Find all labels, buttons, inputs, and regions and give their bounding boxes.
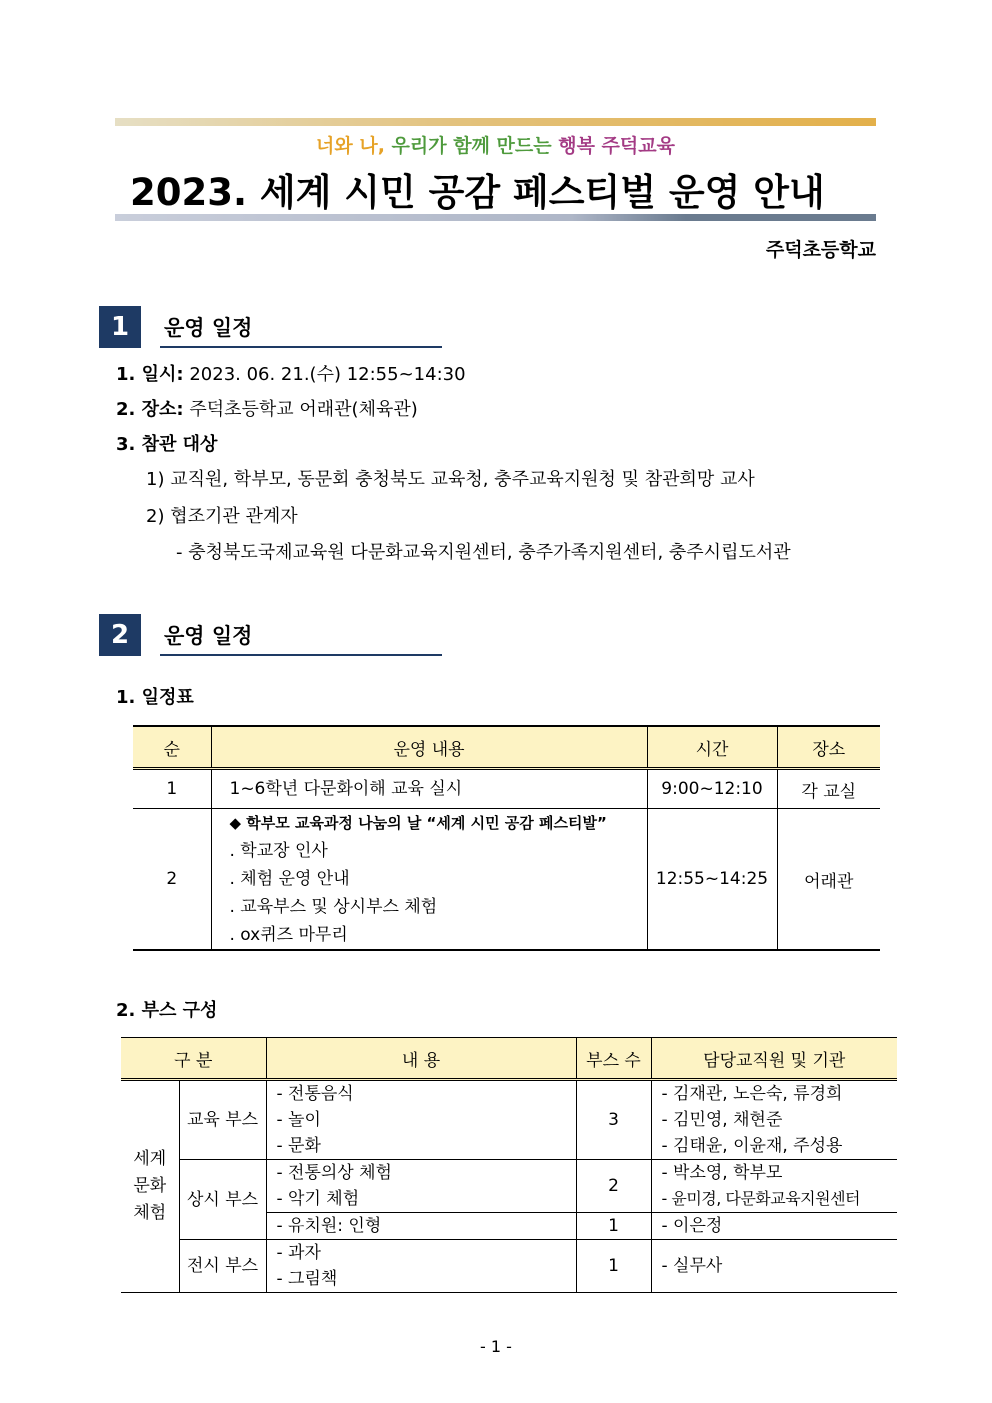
item-audience-label: 3. 참관 대상 xyxy=(116,434,218,455)
row2-line-4: . ox퀴즈 마무리 xyxy=(229,925,348,945)
audience-sub-1: 1) 교직원, 학부모, 동문회 충청북도 교육청, 충주교육지원청 및 참관희망 교사 xyxy=(146,469,755,490)
edu-booth-staff xyxy=(651,1080,897,1160)
item-place-label: 2. 장소: xyxy=(116,399,184,420)
school-name: 주덕초등학교 xyxy=(765,239,876,261)
section-2-title: 운영 일정 xyxy=(160,620,442,656)
section-1-number: 1 xyxy=(99,306,141,348)
row2-time: 12:55~14:25 xyxy=(647,809,777,951)
row2-line-3: . 교육부스 및 상시부스 체험 xyxy=(229,897,438,917)
edu-booth-count: 3 xyxy=(576,1080,651,1160)
booth-col-staff: 담당교직원 및 기관 xyxy=(651,1038,897,1080)
col-header-no: 순 xyxy=(133,726,211,769)
list-item: - 김태윤, 이윤재, 주성용 xyxy=(661,1136,843,1156)
list-item: - 악기 체험 xyxy=(276,1189,360,1209)
row2-content xyxy=(211,809,647,951)
audience-sub-2: 2) 협조기관 관계자 xyxy=(146,506,298,527)
kinder-booth-staff: - 이은정 xyxy=(651,1213,897,1240)
kinder-booth-count: 1 xyxy=(576,1213,651,1240)
audience-sub-2-detail: - 충청북도국제교육원 다문화교육지원센터, 충주가족지원센터, 충주시립도서관 xyxy=(176,542,791,563)
list-item: - 전통음식 xyxy=(276,1084,354,1104)
table-row xyxy=(121,1080,897,1160)
slogan xyxy=(115,131,876,158)
section-1-title: 운영 일정 xyxy=(160,312,442,348)
row2-place: 어래관 xyxy=(777,809,880,951)
list-item: - 전통의상 체험 xyxy=(276,1163,392,1183)
slogan-part-2: 우리가 함께 만드는 xyxy=(391,135,559,157)
row2-line-0: ◆ 학부모 교육과정 나눔의 날 “세계 시민 공감 페스티발” xyxy=(229,814,607,832)
item-place xyxy=(116,395,418,421)
perm-booth-count: 2 xyxy=(576,1160,651,1213)
table-row xyxy=(133,809,880,951)
booth-col-count: 부스 수 xyxy=(576,1038,651,1080)
exhibit-booth-items xyxy=(266,1240,576,1293)
exhibit-booth-name: 전시 부스 xyxy=(179,1240,266,1293)
slogan-part-1: 너와 나, xyxy=(316,135,392,157)
list-item: - 그림책 xyxy=(276,1269,338,1289)
row1-place: 각 교실 xyxy=(777,769,880,809)
list-item: - 문화 xyxy=(276,1136,321,1156)
booth-label: 2. 부스 구성 xyxy=(116,1000,218,1021)
row1-no: 1 xyxy=(133,769,211,809)
row2-no: 2 xyxy=(133,809,211,951)
schedule-label: 1. 일정표 xyxy=(116,687,194,708)
list-item: - 김민영, 채현준 xyxy=(661,1110,783,1130)
list-item: - 과자 xyxy=(276,1243,321,1263)
item-place-value: 주덕초등학교 어래관(체육관) xyxy=(183,399,418,420)
booth-table xyxy=(121,1037,897,1293)
schedule-header-row xyxy=(133,726,880,769)
booth-col-category: 구 분 xyxy=(121,1038,266,1080)
booth-col-content: 내 용 xyxy=(266,1038,576,1080)
page-number: - 1 - xyxy=(480,1337,512,1356)
row2-line-2: . 체험 운영 안내 xyxy=(229,869,350,889)
perm-booth-items xyxy=(266,1160,576,1213)
row1-content: 1~6학년 다문화이해 교육 실시 xyxy=(211,769,647,809)
col-header-content: 운영 내용 xyxy=(211,726,647,769)
booth-header-row xyxy=(121,1038,897,1080)
col-header-place: 장소 xyxy=(777,726,880,769)
exhibit-booth-staff: - 실무사 xyxy=(651,1240,897,1293)
edu-booth-items xyxy=(266,1080,576,1160)
list-item: - 놀이 xyxy=(276,1110,321,1130)
page-title: 2023. 세계 시민 공감 페스티벌 운영 안내 xyxy=(130,171,825,214)
section-2-number: 2 xyxy=(99,614,141,656)
exhibit-booth-count: 1 xyxy=(576,1240,651,1293)
perm-booth-name: 상시 부스 xyxy=(179,1160,266,1240)
header-bottom-bar xyxy=(115,214,876,221)
item-date-value: 2023. 06. 21.(수) 12:55~14:30 xyxy=(183,364,466,385)
list-item: - 윤미경, 다문화교육지원센터 xyxy=(661,1189,861,1208)
header-top-bar xyxy=(115,118,876,126)
list-item: - 김재관, 노은숙, 류경희 xyxy=(661,1084,843,1104)
item-date xyxy=(116,360,466,386)
row1-time: 9:00~12:10 xyxy=(647,769,777,809)
row2-line-1: . 학교장 인사 xyxy=(229,841,328,861)
table-row xyxy=(121,1240,897,1293)
perm-booth-staff xyxy=(651,1160,897,1213)
kinder-booth-item: - 유치원: 인형 xyxy=(266,1213,576,1240)
table-row xyxy=(121,1160,897,1213)
item-date-label: 1. 일시: xyxy=(116,364,184,385)
booth-category: 세계 문화 체험 xyxy=(121,1080,179,1293)
col-header-time: 시간 xyxy=(647,726,777,769)
list-item: - 박소영, 학부모 xyxy=(661,1163,783,1183)
table-row xyxy=(133,769,880,809)
edu-booth-name: 교육 부스 xyxy=(179,1080,266,1160)
schedule-table xyxy=(133,725,880,951)
slogan-part-3: 행복 주덕교육 xyxy=(558,135,675,157)
